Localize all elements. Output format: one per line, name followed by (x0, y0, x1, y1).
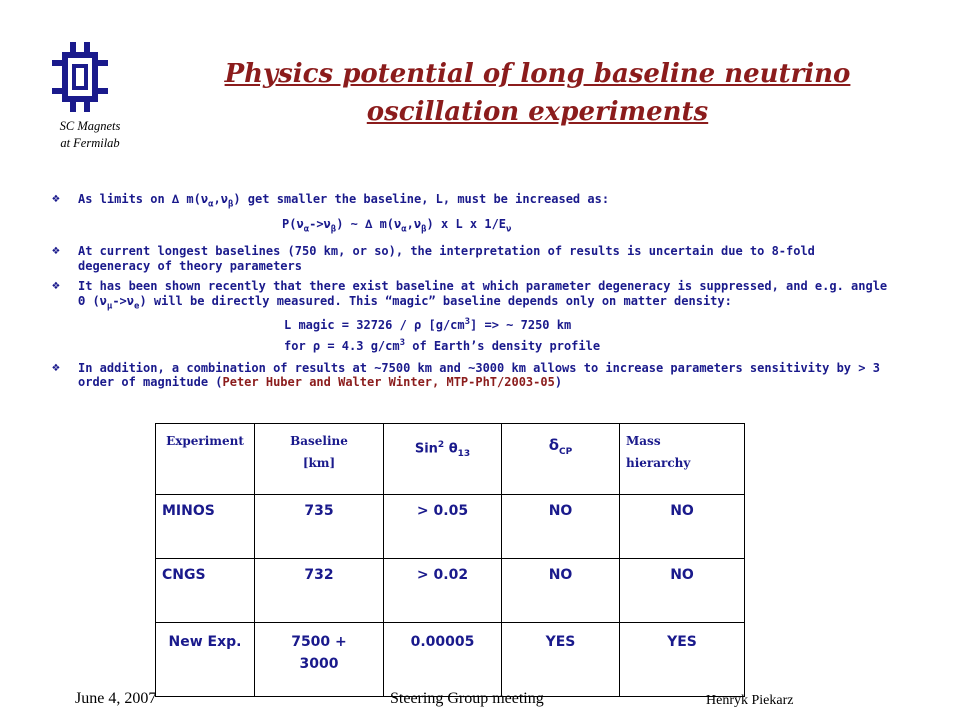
bullet-item (52, 279, 892, 313)
header-delta-cp (502, 424, 620, 495)
subscript: α (303, 224, 310, 235)
formula-text: ->ν (309, 216, 331, 231)
bullet-text: ∆ m (171, 192, 194, 206)
formula-text: L magic = 32726 / ρ [g/cm (284, 317, 465, 332)
header-mass-line2: hierarchy (626, 456, 691, 470)
magic-baseline-line (52, 314, 892, 334)
table-row (156, 495, 745, 559)
superscript: 2 (437, 440, 445, 450)
cell-delta: YES (502, 623, 620, 697)
bullet-text: ->ν (112, 293, 135, 308)
title-line2: oscillation experiments (366, 97, 709, 127)
formula-text: ) ~ ∆ m(ν (336, 216, 402, 231)
cell-baseline-line2: 3000 (299, 656, 339, 672)
bullet-text: ) will be directly measured. This “magic” baseline depends only on matter density: (139, 293, 732, 308)
cell-experiment: New Exp. (156, 623, 255, 697)
bullet-item (52, 192, 892, 212)
cell-sin2: > 0.02 (384, 559, 502, 623)
formula-text: of Earth’s density profile (405, 338, 601, 353)
table-header-row (156, 424, 745, 495)
header-mass-line1: Mass (626, 434, 661, 448)
cell-mass: NO (620, 559, 745, 623)
logo-caption (40, 118, 140, 152)
diamond-bullet-icon: ❖ (52, 243, 60, 259)
header-experiment: Experiment (156, 424, 255, 495)
logo-caption-line2: at Fermilab (60, 136, 120, 150)
bullet-text: As limits on (78, 192, 172, 206)
footer-meeting: Steering Group meeting (390, 690, 544, 707)
bullet-text: At current longest baselines (750 km, or so), the interpretation of results is uncertain due to 8-fold degeneracy of theory parameters (78, 244, 815, 273)
cell-mass: NO (620, 495, 745, 559)
subscript: β (421, 224, 427, 235)
cell-baseline: 735 (255, 495, 384, 559)
cell-delta: NO (502, 559, 620, 623)
title-line1: Physics potential of long baseline neutrino (224, 59, 851, 89)
header-mass-hierarchy (620, 424, 745, 495)
bullet-list (52, 192, 892, 390)
bullet-text: In addition, a combination of results at ~7500 km and ~3000 km allows to increase parameters sensitivity by > 3 order of magnitude ( (78, 360, 880, 390)
subscript: α (401, 224, 407, 235)
bullet-text: ) get smaller the baseline, L, must be increased as: (233, 192, 610, 206)
subscript: β (330, 224, 337, 235)
cell-sin2: 0.00005 (384, 623, 502, 697)
bullet-item (52, 361, 892, 390)
diamond-bullet-icon: ❖ (52, 359, 60, 375)
diamond-bullet-icon: ❖ (52, 278, 60, 294)
bullet-item (52, 244, 892, 273)
density-line (52, 334, 892, 355)
header-baseline-line1: Baseline (290, 434, 348, 448)
formula-text: ) x L x 1/E (426, 216, 507, 231)
table-row (156, 559, 745, 623)
formula-text: P(ν (282, 216, 304, 231)
table-row (156, 623, 745, 697)
cell-experiment: CNGS (156, 559, 255, 623)
subscript: 13 (457, 448, 471, 459)
header-text: Sin (414, 441, 438, 457)
header-text: θ (444, 441, 458, 457)
subscript: α (208, 199, 214, 210)
formula-line (52, 216, 892, 238)
subscript: β (227, 199, 234, 210)
header-baseline-line2: [km] (302, 456, 336, 470)
fermilab-logo-icon (52, 42, 108, 112)
reference-citation: Peter Huber and Walter Winter, MTP-PhT/2003-05 (222, 375, 555, 390)
formula-text: for ρ = 4.3 g/cm (284, 338, 400, 353)
header-text: δ (548, 436, 560, 454)
subscript: CP (559, 447, 573, 457)
experiments-table (155, 423, 745, 697)
bullet-text: (ν (193, 192, 209, 206)
footer-author: Henryk Piekarz (706, 693, 794, 708)
cell-sin2: > 0.05 (384, 495, 502, 559)
cell-delta: NO (502, 495, 620, 559)
footer-date: June 4, 2007 (75, 690, 157, 707)
logo-caption-line1: SC Magnets (59, 119, 121, 133)
cell-baseline (255, 623, 384, 697)
subscript: μ (106, 301, 113, 312)
cell-baseline: 732 (255, 559, 384, 623)
header-sin2theta (384, 424, 502, 495)
superscript: 3 (464, 316, 471, 327)
subscript: e (134, 301, 140, 312)
page-title (150, 55, 925, 131)
subscript: ν (506, 224, 512, 235)
cell-mass: YES (620, 623, 745, 697)
superscript: 3 (399, 337, 406, 348)
cell-baseline-line1: 7500 + (291, 634, 347, 650)
formula-text: ] => ~ 7250 km (470, 317, 572, 332)
diamond-bullet-icon: ❖ (52, 191, 60, 206)
bullet-text: ) (554, 375, 563, 390)
header-baseline (255, 424, 384, 495)
cell-experiment: MINOS (156, 495, 255, 559)
bullet-text: ,ν (213, 192, 228, 206)
formula-text: ,ν (406, 216, 422, 231)
bullet-text: It has been shown recently that there exist baseline at which parameter degeneracy is suppressed, and e.g. angle Θ (ν (78, 279, 888, 308)
